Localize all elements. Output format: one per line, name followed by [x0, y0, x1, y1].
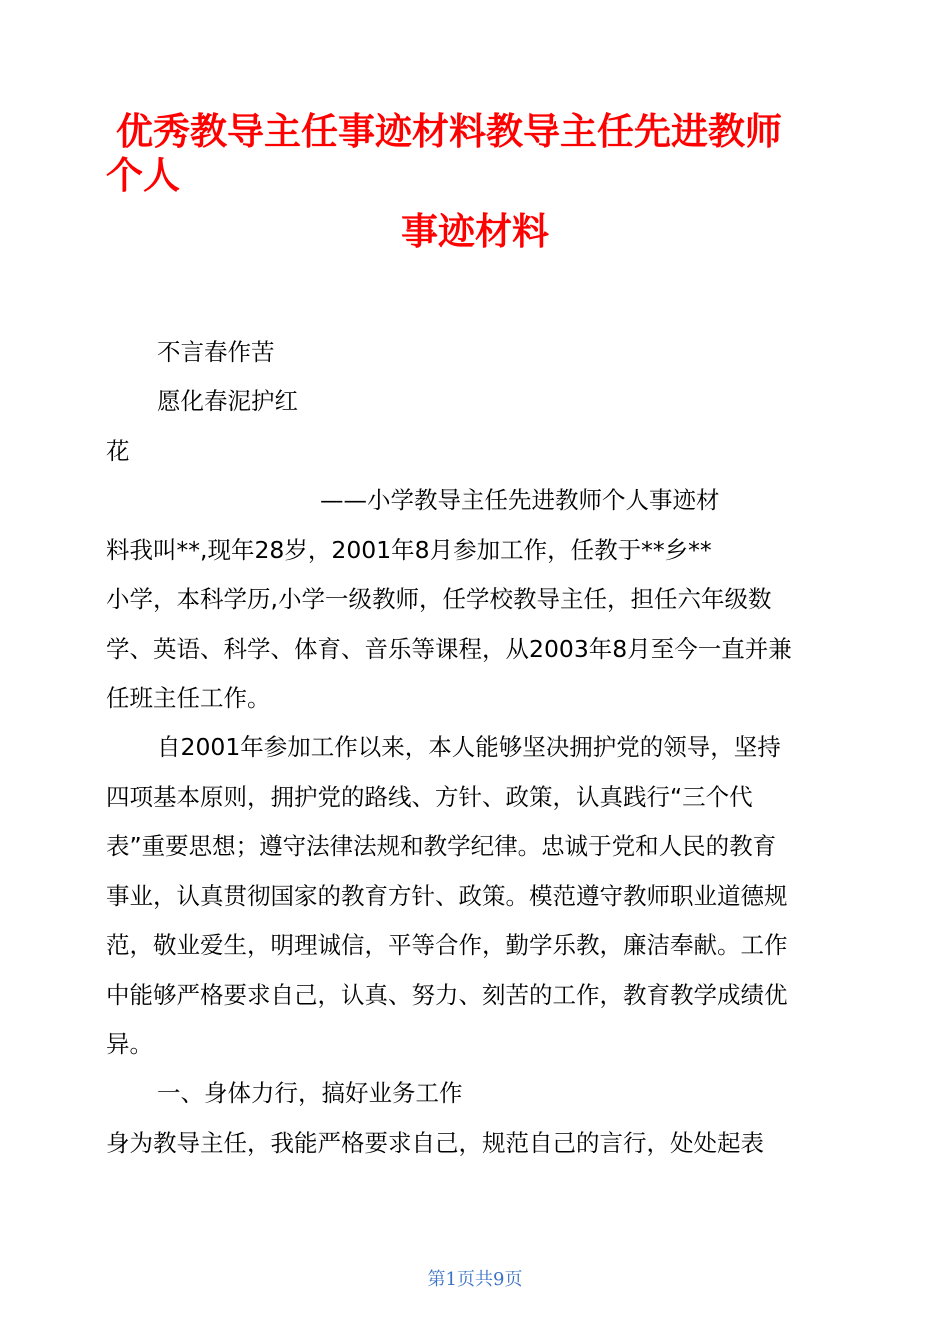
body-line: 自2001年参加工作以来，本人能够坚决拥护党的领导，坚持 — [157, 733, 781, 761]
body-line: 学、英语、科学、体育、音乐等课程，从2003年8月至今一直并兼 — [106, 635, 792, 663]
document-title-line-3: 事迹材料 — [401, 210, 549, 253]
body-line: 任班主任工作。 — [106, 684, 271, 712]
body-line: 事业，认真贯彻国家的教育方针、政策。模范遵守教师职业道德规 — [106, 882, 788, 910]
poem-line-3: 花 — [106, 437, 130, 465]
body-line: 范，敬业爱生，明理诚信，平等合作，勤学乐教，廉洁奉献。工作 — [106, 931, 788, 959]
document-title-line-2: 个人 — [106, 154, 180, 197]
body-line: 料我叫**,现年28岁，2001年8月参加工作，任教于**乡** — [106, 536, 712, 564]
body-line: 中能够严格要求自己，认真、努力、刻苦的工作，教育教学成绩优 — [106, 981, 788, 1009]
document-title-line-1: 优秀教导主任事迹材料教导主任先进教师 — [116, 110, 782, 153]
body-line: 小学，本科学历,小学一级教师，任学校教导主任，担任六年级数 — [106, 585, 772, 613]
body-line: 身为教导主任，我能严格要求自己，规范自己的言行，处处起表 — [106, 1129, 764, 1157]
body-line: 异。 — [106, 1030, 153, 1058]
body-line: 表”重要思想；遵守法律法规和教学纪律。忠诚于党和人民的教育 — [106, 832, 777, 860]
subtitle-line: ——小学教导主任先进教师个人事迹材 — [320, 486, 720, 514]
poem-line-2: 愿化春泥护红 — [157, 387, 298, 415]
section-heading: 一、身体力行，搞好业务工作 — [157, 1079, 463, 1107]
page-footer: 第1页共9页 — [427, 1269, 523, 1290]
body-line: 四项基本原则，拥护党的路线、方针、政策，认真践行“三个代 — [106, 783, 753, 811]
poem-line-1: 不言春作苦 — [157, 338, 275, 366]
